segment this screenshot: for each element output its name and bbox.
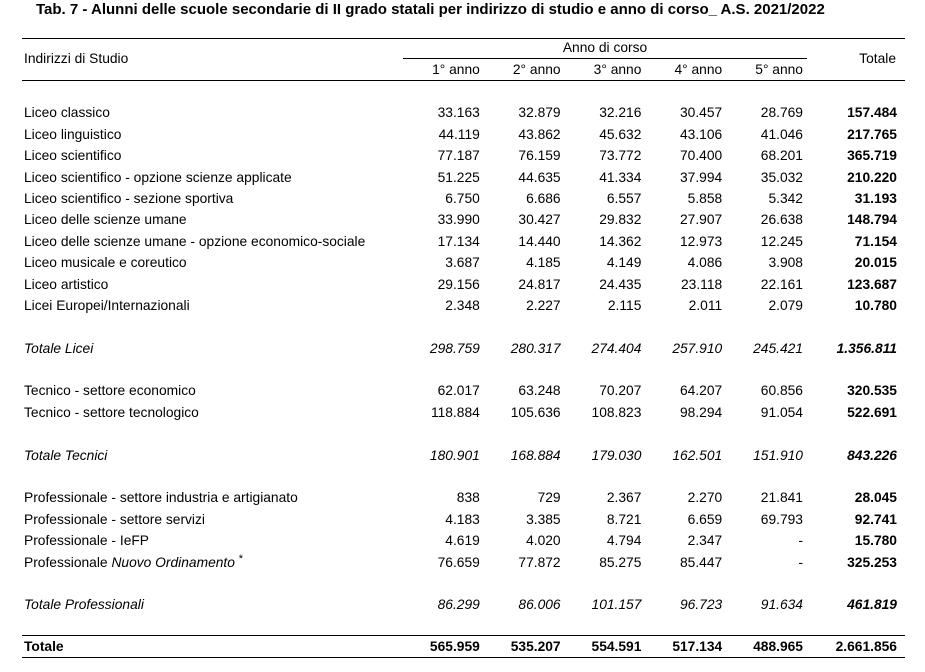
row-label-text: Liceo delle scienze umane (24, 212, 187, 228)
cell-anno-3: 554.591 (591, 638, 642, 654)
spacer-row (22, 359, 905, 380)
cell-anno-5: 12.245 (760, 233, 803, 249)
cell-anno-2: 168.884 (510, 447, 561, 463)
cell-anno-5: - (798, 554, 803, 570)
row-label (22, 231, 403, 252)
row-label (22, 509, 403, 530)
row-label-text: Professionale (24, 554, 108, 570)
table-row (22, 552, 905, 573)
cell-anno-2: 63.248 (518, 383, 561, 399)
row-label (22, 274, 403, 295)
cell-anno-4: 27.907 (679, 212, 723, 228)
cell-anno-2: 77.872 (518, 554, 561, 570)
cell-anno-2: 2.227 (526, 297, 561, 313)
row-label (22, 338, 403, 359)
cell-totale: 10.780 (854, 297, 897, 313)
row-label (22, 124, 403, 145)
cell-anno-5: 488.965 (753, 638, 803, 654)
row-label (22, 487, 403, 508)
cell-anno-5: 21.841 (760, 490, 803, 506)
row-label (22, 552, 403, 573)
table-row (22, 209, 905, 230)
cell-anno-1: 565.959 (429, 638, 480, 654)
header-anno-2: 2° anno (512, 62, 561, 77)
row-label-text: Liceo scientifico - sezione sportiva (24, 190, 234, 206)
row-label (22, 167, 403, 188)
row-label-text: Licei Europei/Internazionali (24, 297, 190, 313)
cell-anno-4: 2.347 (687, 533, 723, 549)
row-label (22, 402, 403, 423)
cell-anno-5: 245.421 (753, 340, 803, 356)
header-anno-4: 4° anno (674, 62, 723, 77)
cell-totale: 843.226 (847, 447, 897, 463)
cell-totale: 217.765 (847, 126, 897, 142)
header-totale: Totale (859, 51, 896, 66)
cell-anno-4: 2.270 (687, 490, 723, 506)
header-anno-1: 1° anno (432, 62, 480, 77)
table-header (22, 38, 905, 81)
table-row (22, 487, 905, 508)
cell-anno-5: 26.638 (760, 212, 803, 228)
table-row (22, 124, 905, 145)
header-anno-3: 3° anno (593, 62, 642, 77)
cell-anno-3: 29.832 (599, 212, 642, 228)
cell-totale: 123.687 (847, 276, 897, 292)
cell-anno-5: 3.908 (768, 255, 803, 271)
row-label-text: Liceo delle scienze umane - opzione economico-sociale (24, 233, 366, 249)
cell-anno-5: 22.161 (760, 276, 803, 292)
cell-anno-1: 77.187 (437, 148, 480, 164)
cell-anno-4: 517.134 (672, 638, 723, 654)
table-row (22, 231, 905, 252)
spacer-row (22, 423, 905, 444)
footnote-marker: * (238, 552, 244, 565)
cell-anno-5: 91.054 (760, 404, 803, 420)
row-label-text: Totale Tecnici (24, 447, 108, 463)
row-label-text: Professionale - IeFP (24, 533, 149, 549)
row-label-text: Liceo classico (24, 105, 110, 121)
row-label (22, 295, 403, 316)
cell-anno-5: 68.201 (760, 148, 803, 164)
row-label (22, 252, 403, 273)
row-label-text: Liceo musicale e coreutico (24, 255, 187, 271)
cell-anno-3: 85.275 (599, 554, 642, 570)
cell-anno-1: 3.687 (445, 255, 480, 271)
cell-totale: 320.535 (847, 383, 897, 399)
cell-anno-1: 29.156 (437, 276, 480, 292)
cell-anno-1: 838 (456, 490, 480, 506)
row-label-text: Totale Professionali (24, 597, 144, 613)
cell-anno-3: 24.435 (599, 276, 642, 292)
cell-anno-4: 5.858 (687, 190, 723, 206)
cell-anno-1: 6.750 (445, 190, 480, 206)
cell-anno-3: 45.632 (599, 126, 642, 142)
row-label-text: Liceo linguistico (24, 126, 122, 142)
cell-anno-5: 151.910 (753, 447, 803, 463)
cell-anno-1: 118.884 (430, 404, 480, 420)
cell-anno-4: 96.723 (679, 597, 723, 613)
row-label-italic: Nuovo Ordinamento (111, 554, 235, 570)
spacer-row (22, 616, 905, 635)
cell-anno-4: 12.973 (679, 233, 723, 249)
cell-anno-2: 4.020 (526, 533, 561, 549)
cell-anno-1: 298.759 (429, 340, 480, 356)
header-years (403, 59, 807, 80)
header-anno-5: 5° anno (755, 62, 803, 77)
spacer-row (22, 81, 905, 102)
spacer-row (22, 573, 905, 594)
cell-anno-2: 3.385 (526, 511, 561, 527)
cell-anno-1: 33.990 (437, 212, 480, 228)
row-label-text: Tecnico - settore economico (24, 383, 196, 399)
cell-anno-3: 179.030 (591, 447, 642, 463)
table-row (22, 295, 905, 316)
cell-anno-3: 6.557 (606, 190, 642, 206)
cell-anno-1: 17.134 (437, 233, 480, 249)
row-label (22, 209, 403, 230)
cell-anno-3: 274.404 (591, 340, 642, 356)
cell-anno-2: 32.879 (518, 105, 561, 121)
cell-anno-4: 98.294 (679, 404, 723, 420)
table-row (22, 188, 905, 209)
row-label (22, 530, 403, 551)
cell-totale: 325.253 (847, 554, 897, 570)
row-label (22, 594, 403, 615)
cell-anno-1: 33.163 (437, 105, 480, 121)
row-label-text: Totale Licei (24, 340, 94, 356)
row-label (22, 188, 403, 209)
cell-anno-3: 2.115 (607, 297, 642, 313)
cell-anno-5: 2.079 (768, 297, 803, 313)
cell-anno-5: 69.793 (760, 511, 803, 527)
row-label (22, 445, 403, 466)
cell-anno-5: 41.046 (760, 126, 803, 142)
cell-anno-2: 44.635 (518, 169, 561, 185)
grand-total-section (22, 635, 905, 658)
cell-totale: 71.154 (854, 233, 897, 249)
cell-anno-1: 86.299 (437, 597, 480, 613)
cell-totale: 31.193 (854, 190, 897, 206)
cell-anno-2: 105.636 (510, 404, 561, 420)
cell-anno-4: 30.457 (679, 105, 723, 121)
cell-anno-1: 51.225 (437, 169, 480, 185)
cell-anno-3: 2.367 (606, 490, 642, 506)
cell-anno-4: 70.400 (679, 148, 723, 164)
cell-totale: 92.741 (854, 511, 897, 527)
cell-anno-1: 180.901 (429, 447, 480, 463)
grand-total-row (22, 636, 905, 657)
cell-anno-5: 91.634 (760, 597, 803, 613)
cell-anno-5: 60.856 (760, 383, 803, 399)
cell-anno-4: 85.447 (679, 554, 723, 570)
row-label (22, 102, 403, 123)
cell-anno-4: 43.106 (679, 126, 723, 142)
cell-totale: 2.661.856 (835, 638, 897, 654)
cell-totale: 210.220 (847, 169, 897, 185)
cell-anno-1: 62.017 (437, 383, 480, 399)
cell-anno-2: 535.207 (510, 638, 561, 654)
cell-anno-2: 24.817 (518, 276, 561, 292)
cell-anno-3: 41.334 (599, 169, 642, 185)
row-label (22, 145, 403, 166)
cell-totale: 148.794 (847, 212, 897, 228)
cell-anno-2: 43.862 (518, 126, 561, 142)
cell-anno-1: 76.659 (437, 554, 480, 570)
cell-anno-2: 6.686 (526, 190, 561, 206)
cell-anno-1: 4.183 (445, 511, 480, 527)
row-label-text: Professionale - settore servizi (24, 511, 205, 527)
row-label (22, 380, 403, 401)
cell-anno-4: 64.207 (679, 383, 723, 399)
cell-totale: 20.015 (854, 255, 897, 271)
cell-anno-2: 76.159 (518, 148, 561, 164)
table-title: Tab. 7 - Alunni delle scuole secondarie di II grado statali per indirizzo di studio e anno di corso_ A.S. 2021/2022 (36, 1, 825, 18)
row-label-text: Tecnico - settore tecnologico (24, 404, 199, 420)
spacer-row (22, 466, 905, 487)
cell-anno-3: 4.794 (606, 533, 642, 549)
table-row (22, 402, 905, 423)
cell-anno-5: 5.342 (768, 190, 803, 206)
cell-anno-3: 4.149 (606, 255, 642, 271)
cell-anno-1: 44.119 (438, 126, 480, 142)
cell-anno-2: 280.317 (510, 340, 561, 356)
cell-anno-2: 86.006 (518, 597, 561, 613)
cell-anno-4: 23.118 (681, 276, 723, 292)
cell-totale: 461.819 (847, 597, 897, 613)
cell-anno-4: 2.011 (688, 297, 723, 313)
cell-anno-4: 6.659 (687, 511, 723, 527)
row-label-text: Totale (24, 638, 64, 654)
cell-anno-3: 14.362 (599, 233, 642, 249)
row-label-text: Liceo artistico (24, 276, 109, 292)
cell-anno-4: 4.086 (687, 255, 723, 271)
data-table (22, 38, 905, 658)
cell-totale: 157.484 (847, 105, 897, 121)
cell-anno-5: 35.032 (760, 169, 803, 185)
table-row (22, 145, 905, 166)
cell-totale: 15.780 (854, 533, 897, 549)
cell-anno-5: 28.769 (760, 105, 803, 121)
cell-totale: 28.045 (854, 490, 897, 506)
cell-anno-4: 257.910 (672, 340, 723, 356)
table-row (22, 274, 905, 295)
cell-anno-3: 101.157 (591, 597, 642, 613)
cell-anno-2: 30.427 (518, 212, 561, 228)
table-row (22, 252, 905, 273)
cell-anno-1: 2.348 (445, 297, 480, 313)
cell-anno-3: 32.216 (599, 105, 642, 121)
cell-totale: 522.691 (847, 404, 897, 420)
header-anno-di-corso: Anno di corso (403, 39, 807, 59)
row-label-text: Liceo scientifico (24, 148, 122, 164)
subtotal-row (22, 594, 905, 615)
subtotal-row (22, 445, 905, 466)
cell-anno-3: 70.207 (599, 383, 642, 399)
cell-anno-4: 37.994 (679, 169, 723, 185)
cell-totale: 365.719 (847, 148, 897, 164)
cell-anno-4: 162.501 (672, 447, 723, 463)
row-label-text: Liceo scientifico - opzione scienze applicate (24, 169, 292, 185)
cell-anno-2: 729 (537, 490, 561, 506)
cell-anno-3: 108.823 (591, 404, 642, 420)
cell-anno-3: 73.772 (599, 148, 642, 164)
cell-totale: 1.356.811 (836, 340, 897, 356)
cell-anno-2: 14.440 (518, 233, 561, 249)
subtotal-row (22, 338, 905, 359)
row-label (22, 636, 403, 657)
table-row (22, 530, 905, 551)
spacer-row (22, 316, 905, 337)
table-row (22, 167, 905, 188)
table-row (22, 509, 905, 530)
cell-anno-2: 4.185 (526, 255, 561, 271)
table-body (22, 81, 905, 635)
cell-anno-3: 8.721 (606, 511, 642, 527)
table-row (22, 102, 905, 123)
cell-anno-5: - (798, 533, 803, 549)
header-indirizzi: Indirizzi di Studio (24, 51, 129, 66)
table-row (22, 380, 905, 401)
row-label-text: Professionale - settore industria e artigianato (24, 490, 298, 506)
cell-anno-1: 4.619 (445, 533, 480, 549)
